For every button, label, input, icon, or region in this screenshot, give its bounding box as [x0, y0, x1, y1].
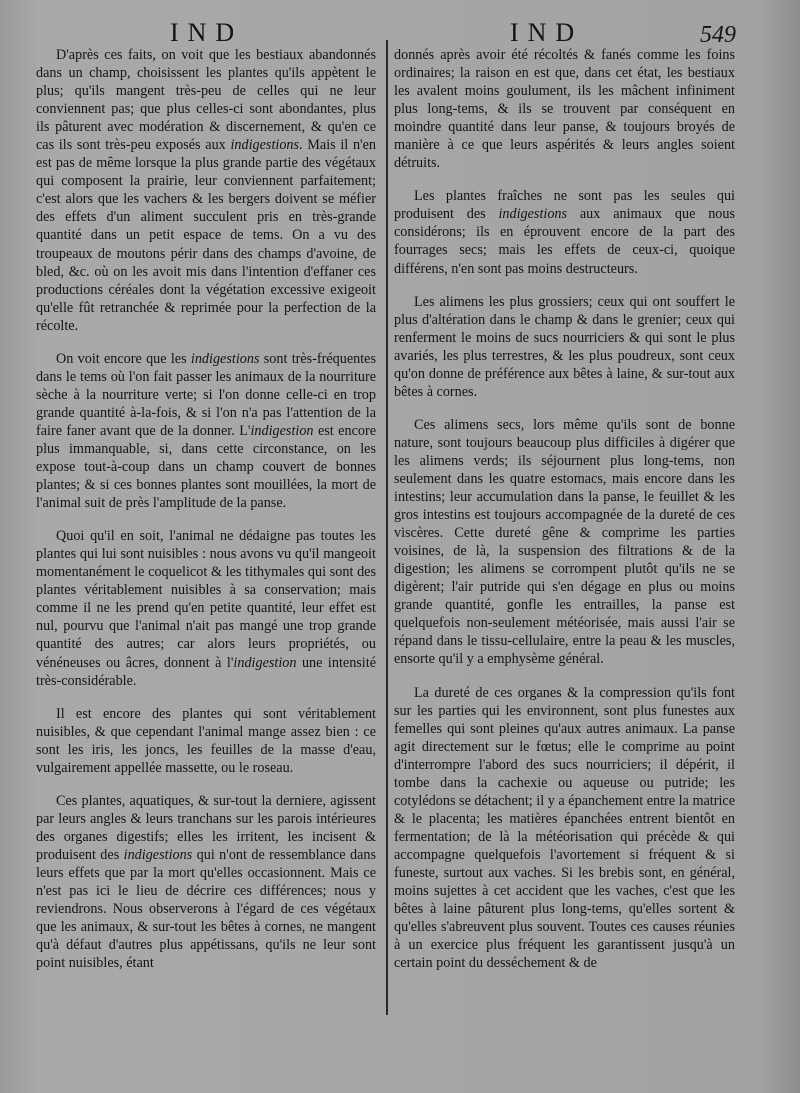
header-right-title: IND: [510, 18, 584, 47]
paragraph: On voit encore que les indigestions sont très-fréquentes dans le tems où l'on fait passer les animaux de la nourriture sèche à la nourriture verte; si l'on donne celle-ci en trop grande quantité à-la-fois, & si l'on n'a pas l'attention de la faire faner avant que de la donner. L'indigestion est encore plus immanquable, si, dans cette circonstance, on les expose tout-à-coup dans un champ couvert de bonnes plantes; & si ces bonnes plantes sont mouillées, la mort de l'animal suit de près l'amplitude de la panse.: [36, 350, 376, 512]
left-column: [36, 46, 376, 987]
paragraph: Les alimens les plus grossiers; ceux qui ont souffert le plus d'altération dans le champ & dans le grenier; ceux qui renferment le moins de sucs nourriciers & qui sont le plus avariés, les plus terrestres, & les plus poudreux, sont ceux qu'on donne de préférence aux bêtes à laine, & sur-tout aux bêtes à cornes.: [394, 293, 735, 400]
header-left-title: IND: [170, 18, 244, 47]
paragraph: Les plantes fraîches ne sont pas les seules qui produisent des indigestions aux animaux que nous considérons; ils en éprouvent encore de la part des fourrages secs; mais les effets de ceux-ci, quoique différens, n'en sont pas moins destructeurs.: [394, 188, 735, 277]
column-divider: [386, 40, 388, 1015]
paragraph: La dureté de ces organes & la compression qu'ils font sur les parties qui les environnent, sont plus funestes aux femelles qui sont pleines qu'aux autres animaux. La panse agit directement sur le fœtus; elle le comprime au point d'interrompre l'abord des sucs nourriciers; il dépérit, il tombe dans la cachexie ou aqueuse ou putride; les cotylédons se détachent; il y a épanchement entre la matrice & le placenta; les matières épanchées entrent bientôt en fermentation; de là la météorisation qui précède & qui accompagne quelquefois l'avortement si fréquent & si funeste, surtout aux vaches. Si les brebis sont, en général, moins sujettes à cet accident que les vaches, c'est que les bêtes à laine pâturent plus long-tems, qu'elles sortent & qu'elles s'abreuvent plus souvent. Toutes ces causes réunies à un exercice plus fréquent les garantissent jusqu'à un certain point du desséchement & de: [394, 684, 735, 972]
right-column: [394, 46, 735, 987]
page-number: 549: [700, 22, 736, 48]
paragraph: Quoi qu'il en soit, l'animal ne dédaigne pas toutes les plantes qui lui sont nuisibles : nous avons vu qu'il mangeoit momentanément le coquelicot & les tithymales qui sont des plantes véritablement nuisibles à sa conservation; mais comme il ne les prend qu'en petite quantité, leur effet est nul, pourvu que l'animal n'ait pas mangé une trop grande quantité des autres; car alors leurs propriétés, ou vénéneuses ou âcres, donnent à l'indigestion une intensité très-considérable.: [36, 528, 376, 689]
paragraph: donnés après avoir été récoltés & fanés comme les foins ordinaires; la raison en est que, dans cet état, les bestiaux les avalent moins goulument, ils les mâchent infiniment plus long-tems, & ils se trouvent par conséquent en moindre quantité dans leur panse, & toujours broyés de manière à ce que leurs aspérités & leurs angles soient détruits.: [394, 47, 735, 172]
paragraph: Il est encore des plantes qui sont véritablement nuisibles, & que cependant l'animal mange assez bien : ce sont les iris, les joncs, les feuilles de la masse d'eau, vulgairement appellée massette, ou le roseau.: [36, 705, 376, 776]
paragraph: Ces plantes, aquatiques, & sur-tout la derniere, agissent par leurs angles & leurs tranchans sur les parois intérieures des organes digestifs; elles les irritent, les incisent & produisent des indigestions qui n'ont de ressemblance dans leurs effets que par la mort qu'elles occasionnent. Mais ce n'est pas ici le lieu de décrire ces différences; nous y reviendrons. Nous observerons à l'égard de ces végétaux que les animaux, & sur-tout les bêtes à cornes, ne mangent qu'à défaut d'autres plus appétissans, qu'ils ne leur sont point nuisibles, étant: [36, 792, 376, 972]
paragraph: D'après ces faits, on voit que les bestiaux abandonnés dans un champ, choisissent les plantes qu'ils appètent le plus; qu'ils mangent très-peu de celles qui ne leur conviennent pas; que plus celles-ci sont abondantes, plus ils pâturent avec modération & discernement, & qu'en ce cas ils sont très-peu exposés aux indigestions. Mais il n'en est pas de même lorsque la plus grande partie des végétaux qui composent la prairie, leur conviennent parfaitement; c'est alors que les vachers & les bergers doivent se méfier des effets d'un aliment succulent pris en très-grande quantité dans un petit espace de tems. On a vu des troupeaux de moutons périr dans des champs d'avoine, de bled, &c. où on les avoit mis dans l'intention d'effaner ces productions céréales dont la végétation excessive exigeoit qu'elle fût retranchée & reprimée pour la perfection de la récolte.: [36, 47, 376, 334]
paragraph: Ces alimens secs, lors même qu'ils sont de bonne nature, sont toujours beaucoup plus difficiles à digérer que les alimens verds; ils séjournent plus long-tems, non seulement dans les quatre estomacs, mais encore dans les intestins; leur accumulation dans la panse, le feuillet & les gros intestins est toujours accompagnée de la dureté de ces viscères. Cette dureté gêne & comprime les parties voisines, de là, la suspension des filtrations & de la digestion; les alimens se corrompent plutôt qu'ils ne se digèrent; l'air putride qui s'en dégage en plus ou moins grande quantité, gonfle les entrailles, la panse est quelquefois non-seulement météorisée, mais aussi l'air se répand dans le tissu-cellulaire, entre la peau & les muscles, ensorte qu'il y a emphysème général.: [394, 416, 735, 668]
